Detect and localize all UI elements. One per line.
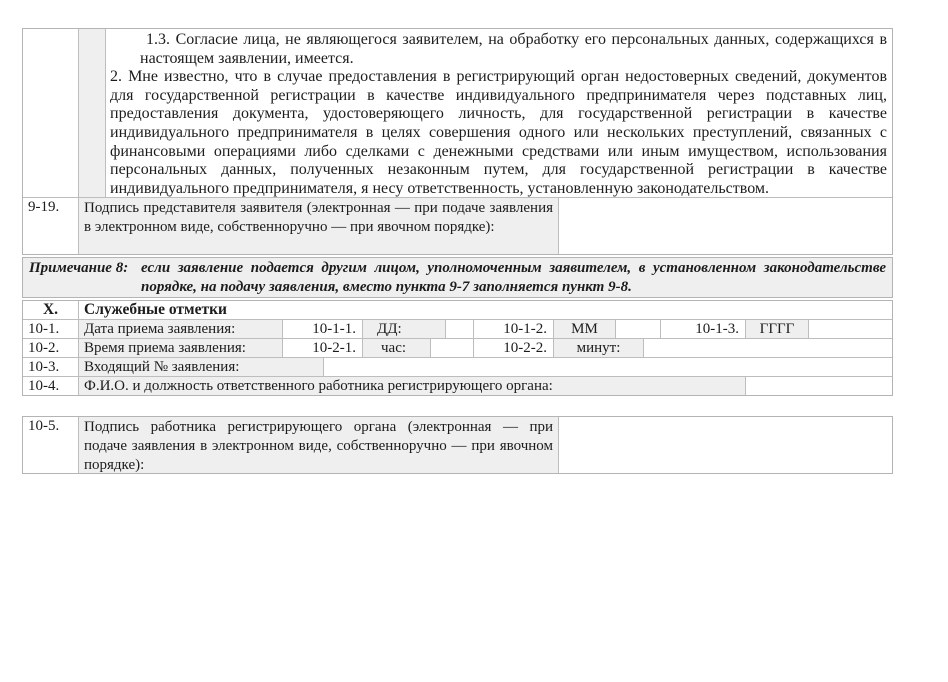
row-10-1 (23, 319, 892, 338)
row-9-19-number: 9-19. (23, 198, 79, 254)
row-10-2 (23, 338, 892, 357)
row-number-cell-empty (23, 29, 79, 197)
year-field-label: ГГГГ (746, 320, 809, 338)
hour-field-value (431, 339, 474, 357)
note-8-block (22, 257, 893, 298)
row-10-3 (23, 357, 892, 376)
row-10-1-number: 10-1. (23, 320, 79, 338)
section-x-title: Служебные отметки (84, 301, 227, 318)
label-column-stub (79, 29, 106, 197)
row-10-5 (22, 416, 893, 474)
hour-field-label: час: (363, 339, 431, 357)
consent-liability-row (23, 29, 892, 197)
consent-liability-block (22, 28, 893, 255)
row-10-3-label: Входящий № заявления: (79, 358, 324, 376)
row-10-5-signature-field (559, 417, 892, 473)
row-10-2-label: Время приема заявления: (79, 339, 283, 357)
row-10-1-label: Дата приема заявления: (79, 320, 283, 338)
spacer (22, 396, 893, 416)
row-10-4-label: Ф.И.О. и должность ответственного работника регистрирующего органа: (79, 377, 746, 395)
day-field-value (446, 320, 474, 338)
day-field-label: ДД: (363, 320, 446, 338)
month-field-value (616, 320, 661, 338)
minute-field-label: минут: (554, 339, 644, 357)
note-8-label: Примечание 8: (29, 260, 129, 276)
row-10-1-2-number: 10-1-2. (474, 320, 554, 338)
note-8-text: если заявление подается другим лицом, уполномоченным заявителем, в установленном законодательстве порядке, на подачу заявления, вместо пункта 9-7 заполняется пункт 9-8. (141, 260, 886, 295)
month-field-label: ММ (554, 320, 616, 338)
row-10-2-2-number: 10-2-2. (474, 339, 554, 357)
paragraph-2: 2. Мне известно, что в случае предоставления в регистрирующий орган недостоверных сведений, документов для государственной регистрации в качестве индивидуального предпринимателя через подставных лиц, предоставления документа, удостоверяющего личность, для государственной регистрации в качестве индивидуального предпринимателя в целях совершения одного или нескольких преступлений, связанных с финансовыми операциями либо сделками с денежными средствами или иным имуществом, использования персональных данных, полученных незаконным путем, для государственной регистрации в качестве индивидуального предпринимателя, я несу ответственность, установленную законодательством. (110, 68, 887, 197)
row-10-4 (23, 376, 892, 395)
paragraph-1-3: 1.3. Согласие лица, не являющегося заявителем, на обработку его персональных данных, содержащихся в настоящем заявлении, имеется. (140, 31, 887, 67)
section-x-header-row (23, 301, 892, 319)
row-10-1-3-number: 10-1-3. (661, 320, 746, 338)
row-10-1-1-number: 10-1-1. (283, 320, 363, 338)
incoming-number-value (324, 358, 892, 376)
row-10-2-number: 10-2. (23, 339, 79, 357)
official-name-value (746, 377, 892, 395)
service-marks-block (22, 300, 893, 396)
row-10-5-number: 10-5. (23, 417, 79, 473)
row-9-19 (23, 197, 892, 254)
row-10-3-number: 10-3. (23, 358, 79, 376)
row-10-5-label: Подпись работника регистрирующего органа (электронная — при подаче заявления в электронном виде, собственноручно — при явочном порядке): (79, 417, 559, 473)
consent-liability-text (106, 29, 892, 197)
row-9-19-label: Подпись представителя заявителя (электронная — при подаче заявления в электронном виде, собственноручно — при явочном порядке): (79, 198, 559, 254)
row-9-19-signature-field (559, 198, 892, 254)
row-10-4-number: 10-4. (23, 377, 79, 395)
year-field-value (809, 320, 892, 338)
section-x-number: X. (23, 301, 79, 319)
form-page (22, 28, 893, 474)
row-10-2-1-number: 10-2-1. (283, 339, 363, 357)
minute-field-value (644, 339, 892, 357)
